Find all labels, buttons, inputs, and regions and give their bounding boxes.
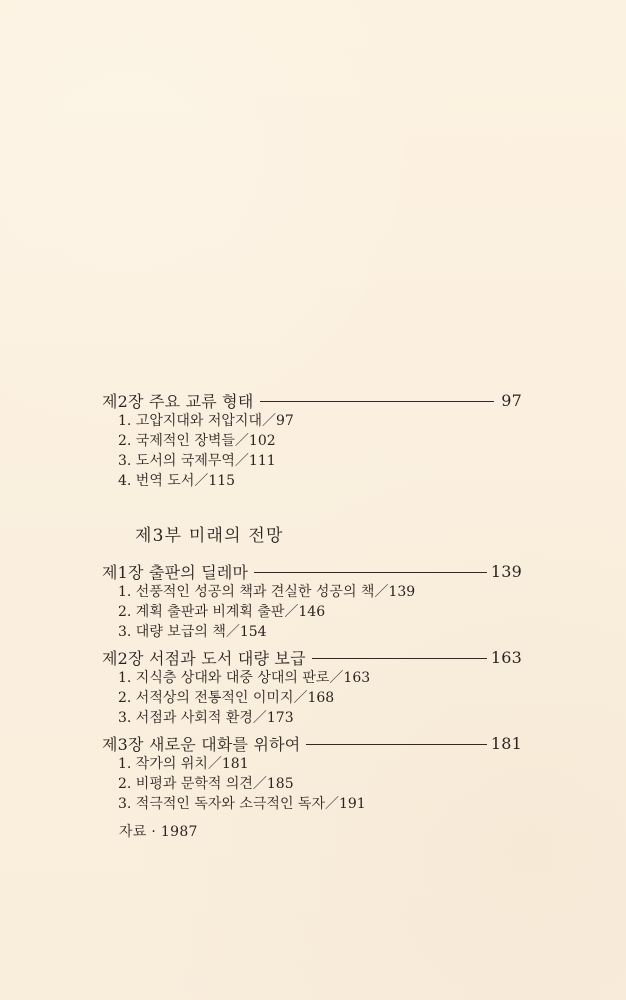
footer-label: 자료 · 1987 <box>119 824 198 840</box>
chapter-page-number: 97 <box>501 390 522 410</box>
chapter-heading-row <box>102 560 522 582</box>
chapter-heading: 제1장 출판의 딜레마 <box>102 562 249 582</box>
chapter-page-number: 139 <box>490 561 522 581</box>
subsection-item: 3. 대량 보급의 책／154 <box>118 624 267 640</box>
subsection-item: 3. 적극적인 독자와 소극적인 독자／191 <box>118 796 366 812</box>
leader-line <box>254 572 487 573</box>
subsection-item: 3. 서점과 사회적 환경／173 <box>118 710 294 726</box>
part-title: 제3부 미래의 전망 <box>135 526 284 546</box>
chapter-heading-row <box>102 732 522 754</box>
chapter-heading-row <box>102 646 522 668</box>
subsection-item: 1. 작가의 위치／181 <box>118 756 249 772</box>
chapter-heading: 제2장 서점과 도서 대량 보급 <box>102 648 306 668</box>
chapter-heading: 제3장 새로운 대화를 위하여 <box>102 734 301 754</box>
leader-line <box>260 401 495 402</box>
leader-line <box>306 744 486 745</box>
subsection-item: 2. 서적상의 전통적인 이미지／168 <box>118 690 335 706</box>
chapter-subsection-list <box>118 582 415 642</box>
subsection-item: 1. 고압지대와 저압지대／97 <box>118 413 294 429</box>
chapter-page-number: 163 <box>490 647 522 667</box>
subsection-item: 2. 계획 출판과 비계획 출판／146 <box>118 604 326 620</box>
subsection-item: 1. 선풍적인 성공의 책과 견실한 성공의 책／139 <box>118 584 416 600</box>
leader-line <box>312 658 487 659</box>
chapter-subsection-list <box>118 411 294 491</box>
subsection-item: 4. 번역 도서／115 <box>118 473 236 489</box>
chapter-subsection-list <box>118 668 370 728</box>
chapter-heading-row <box>102 389 522 411</box>
subsection-item: 1. 지식층 상대와 대중 상대의 판로／163 <box>118 670 371 686</box>
subsection-item: 2. 비평과 문학적 의견／185 <box>118 776 294 792</box>
chapter-subsection-list <box>118 754 366 814</box>
chapter-heading: 제2장 주요 교류 형태 <box>102 391 254 411</box>
chapter-page-number: 181 <box>490 733 522 753</box>
subsection-item: 2. 국제적인 장벽들／102 <box>118 433 276 449</box>
subsection-item: 3. 도서의 국제무역／111 <box>118 453 276 469</box>
